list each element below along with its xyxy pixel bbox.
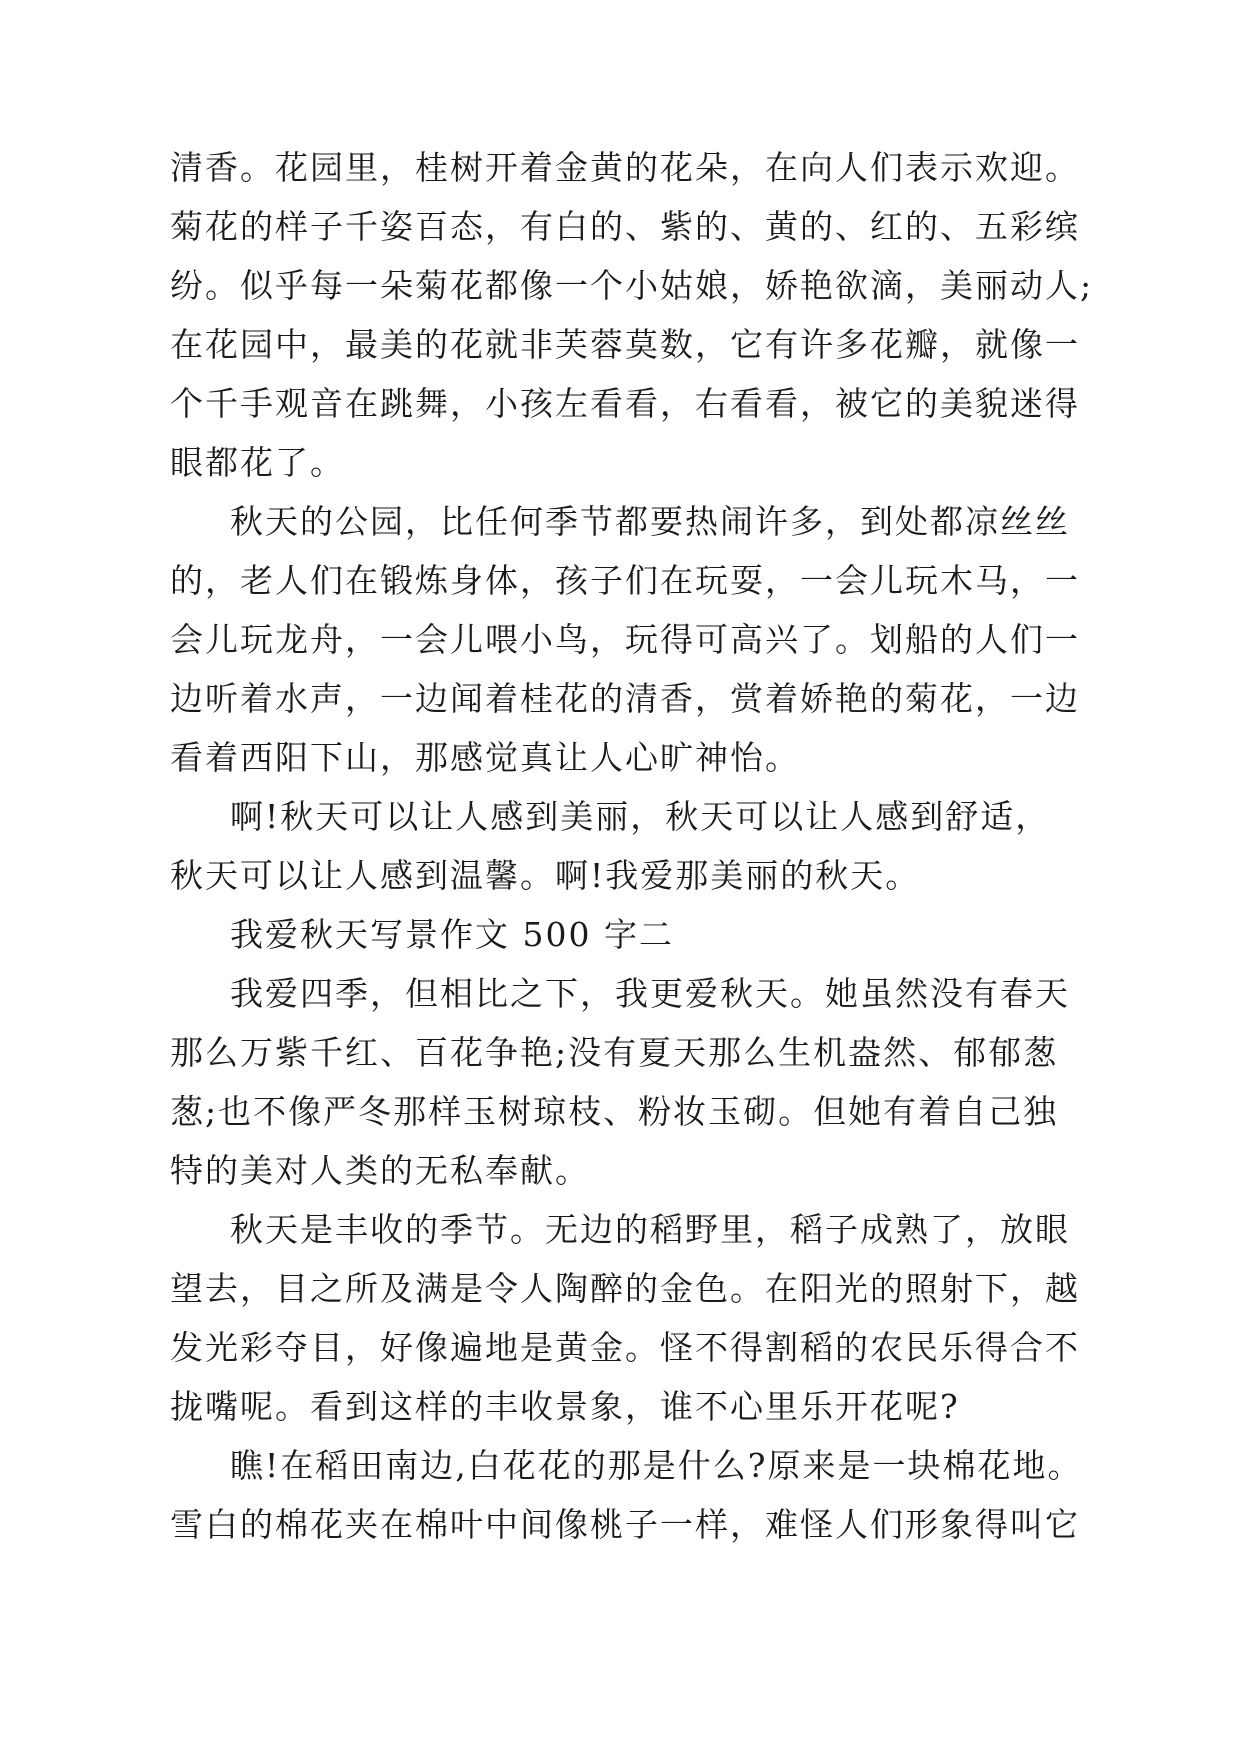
- text-line: 雪白的棉花夹在棉叶中间像桃子一样，难怪人们形象得叫它: [170, 1505, 1080, 1544]
- text-line: 发光彩夺目，好像遍地是黄金。怪不得割稻的农民乐得合不: [170, 1328, 1080, 1367]
- text-line: 的，老人们在锻炼身体，孩子们在玩耍，一会儿玩木马，一: [170, 561, 1080, 600]
- text-line: 我爱四季，但相比之下，我更爱秋天。她虽然没有春天: [230, 974, 1070, 1013]
- text-line: 瞧!在稻田南边,白花花的那是什么?原来是一块棉花地。: [230, 1446, 1083, 1485]
- text-line: 看着西阳下山，那感觉真让人心旷神怡。: [170, 738, 800, 777]
- text-line: 菊花的样子千姿百态，有白的、紫的、黄的、红的、五彩缤: [170, 207, 1080, 246]
- text-line: 纷。似乎每一朵菊花都像一个小姑娘，娇艳欲滴，美丽动人;: [170, 266, 1094, 305]
- text-line: 边听着水声，一边闻着桂花的清香，赏着娇艳的菊花，一边: [170, 679, 1080, 718]
- text-line: 清香。花园里，桂树开着金黄的花朵，在向人们表示欢迎。: [170, 148, 1080, 187]
- text-line: 秋天的公园，比任何季节都要热闹许多，到处都凉丝丝: [230, 502, 1070, 541]
- section-heading: 我爱秋天写景作文 500 字二: [230, 915, 674, 954]
- text-line: 特的美对人类的无私奉献。: [170, 1151, 590, 1190]
- text-line: 会儿玩龙舟，一会儿喂小鸟，玩得可高兴了。划船的人们一: [170, 620, 1080, 659]
- text-line: 在花园中，最美的花就非芙蓉莫数，它有许多花瓣，就像一: [170, 325, 1080, 364]
- text-line: 望去，目之所及满是令人陶醉的金色。在阳光的照射下，越: [170, 1269, 1080, 1308]
- text-line: 啊!秋天可以让人感到美丽，秋天可以让人感到舒适，: [230, 797, 1051, 836]
- text-line: 眼都花了。: [170, 443, 345, 482]
- text-line: 拢嘴呢。看到这样的丰收景象，谁不心里乐开花呢?: [170, 1387, 960, 1426]
- text-line: 秋天可以让人感到温馨。啊!我爱那美丽的秋天。: [170, 856, 921, 895]
- text-line: 个千手观音在跳舞，小孩左看看，右看看，被它的美貌迷得: [170, 384, 1080, 423]
- text-line: 那么万紫千红、百花争艳;没有夏天那么生机盎然、郁郁葱: [170, 1033, 1059, 1072]
- text-line: 秋天是丰收的季节。无边的稻野里，稻子成熟了，放眼: [230, 1210, 1070, 1249]
- text-line: 葱;也不像严冬那样玉树琼枝、粉妆玉砌。但她有着自己独: [170, 1092, 1059, 1131]
